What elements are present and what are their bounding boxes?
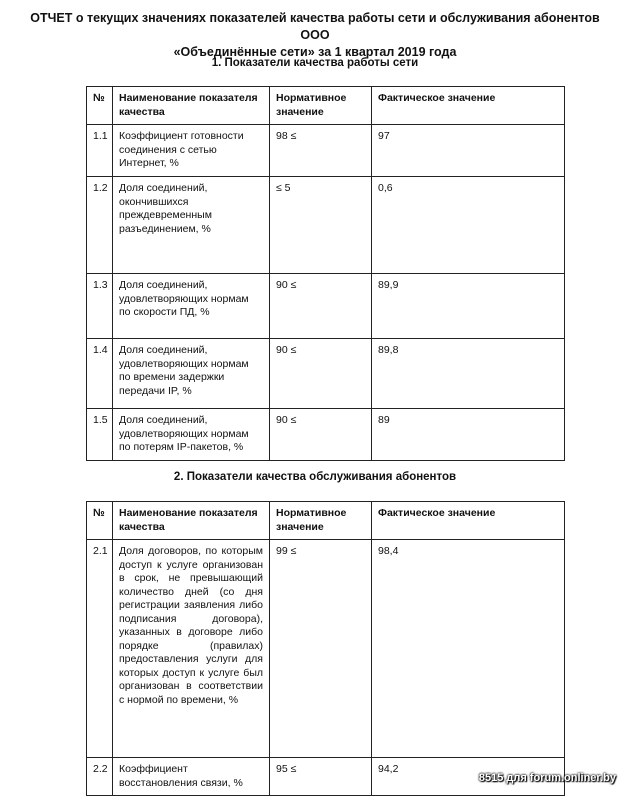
row-fact: 89 — [372, 409, 565, 461]
row-indicator: Доля соединений, удовлетворяющих нормам по времени задержки передачи IP, % — [113, 339, 270, 409]
header-indicator: Наименование показателя качества — [113, 87, 270, 125]
row-number: 2.1 — [87, 540, 113, 758]
watermark: 8515 для forum.onliner.by — [478, 772, 616, 784]
row-fact: 89,9 — [372, 274, 565, 339]
row-indicator: Коэффициент готовности соединения с сетью Интернет, % — [113, 125, 270, 177]
document-title-line-2: «Объединённые сети» за 1 квартал 2019 года — [173, 45, 457, 59]
row-number: 1.2 — [87, 177, 113, 274]
row-indicator: Доля соединений, удовлетворяющих нормам по скорости ПД, % — [113, 274, 270, 339]
section-1-title: 1. Показатели качества работы сети — [211, 57, 419, 69]
row-norm: 98 ≤ — [270, 125, 372, 177]
row-fact: 94,2 — [372, 758, 565, 796]
section-2-title: 2. Показатели качества обслуживания абонентов — [173, 471, 457, 483]
table-header-row — [87, 87, 565, 125]
table-row — [87, 339, 565, 409]
row-number: 1.5 — [87, 409, 113, 461]
service-quality-table — [86, 501, 565, 796]
row-number: 2.2 — [87, 758, 113, 796]
row-norm: 90 ≤ — [270, 409, 372, 461]
row-number: 1.3 — [87, 274, 113, 339]
header-fact: Фактическое значение — [372, 502, 565, 540]
table-row — [87, 125, 565, 177]
row-fact: 0,6 — [372, 177, 565, 274]
header-indicator: Наименование показателя качества — [113, 502, 270, 540]
row-number: 1.1 — [87, 125, 113, 177]
row-indicator: Доля соединений, удовлетворяющих нормам по потерям IP-пакетов, % — [113, 409, 270, 461]
row-fact: 98,4 — [372, 540, 565, 758]
row-fact: 97 — [372, 125, 565, 177]
table-row — [87, 274, 565, 339]
header-norm: Нормативное значение — [270, 502, 372, 540]
network-quality-table — [86, 86, 565, 461]
document-title-line-1: ОТЧЕТ о текущих значениях показателей качества работы сети и обслуживания абонентов ООО — [30, 11, 600, 42]
row-norm: 90 ≤ — [270, 339, 372, 409]
document-title — [20, 10, 610, 61]
table-row — [87, 177, 565, 274]
row-number: 1.4 — [87, 339, 113, 409]
row-indicator: Доля договоров, по которым доступ к услуге организован в срок, не превышающий количество дней (со дня регистрации заявления либо подписания договора), указанных в договоре либо порядке (правилах) предоставления услуги для которых доступ к услуге был организован в соответствии с нормой по времени, % — [113, 540, 270, 758]
row-fact: 89,8 — [372, 339, 565, 409]
table-row — [87, 409, 565, 461]
header-fact: Фактическое значение — [372, 87, 565, 125]
row-norm: 90 ≤ — [270, 274, 372, 339]
row-norm: 95 ≤ — [270, 758, 372, 796]
header-norm: Нормативное значение — [270, 87, 372, 125]
row-indicator: Коэффициент восстановления связи, % — [113, 758, 270, 796]
table-header-row — [87, 502, 565, 540]
header-number: № — [87, 87, 113, 125]
table-row — [87, 540, 565, 758]
row-indicator: Доля соединений, окончившихся преждевременным разъединением, % — [113, 177, 270, 274]
row-norm: 99 ≤ — [270, 540, 372, 758]
header-number: № — [87, 502, 113, 540]
row-norm: ≤ 5 — [270, 177, 372, 274]
